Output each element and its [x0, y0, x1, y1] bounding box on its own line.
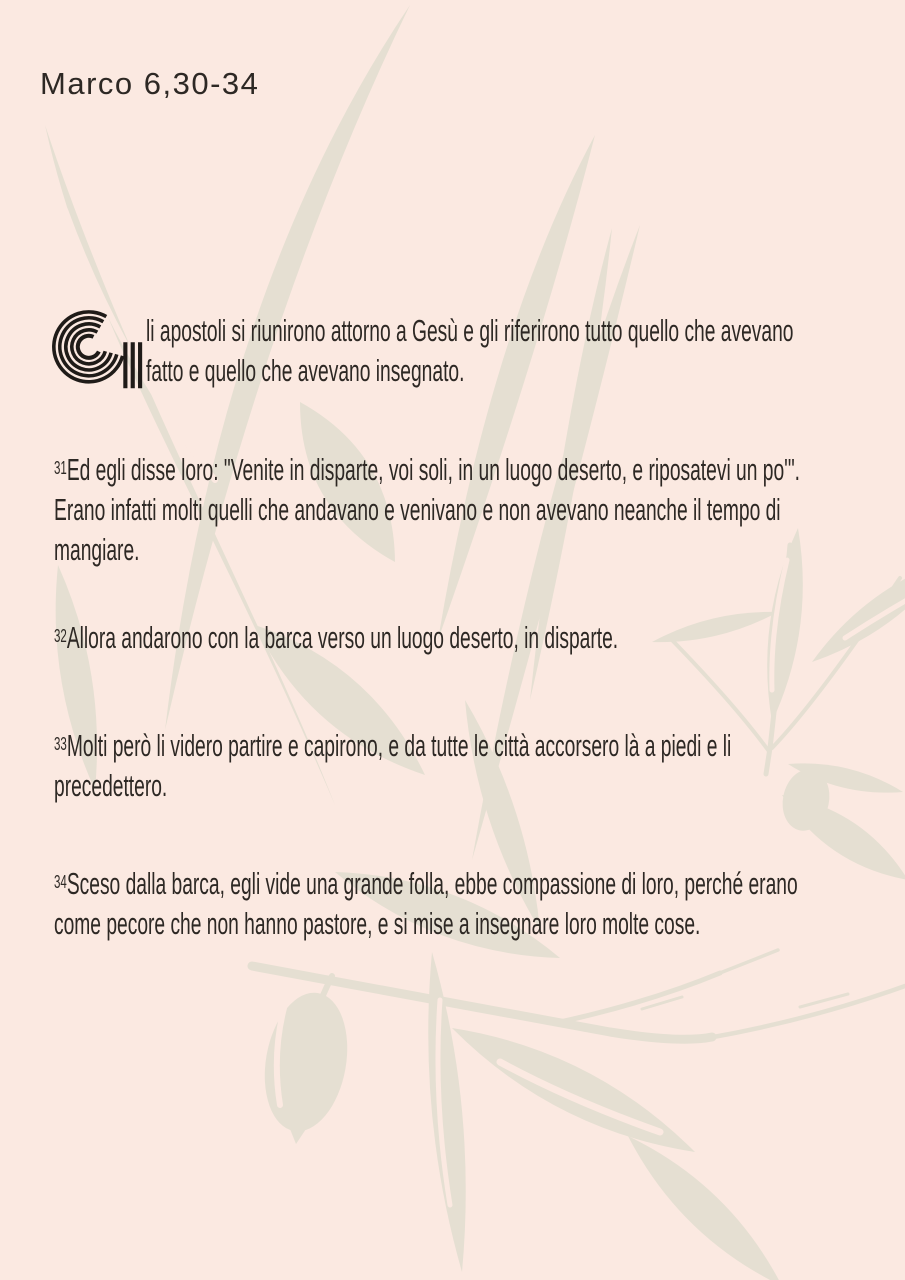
- verse-number: 34: [54, 871, 67, 892]
- verse-line: [54, 862, 798, 904]
- verse-32: [54, 616, 905, 658]
- verse-number: 32: [54, 625, 67, 646]
- verse-line: [54, 724, 731, 766]
- verse-text: Ed egli disse loro: "Venite in disparte, voi soli, in un luogo deserto, e riposatevi un po'".: [66, 451, 800, 487]
- drop-cap-g-icon: [52, 299, 144, 391]
- verse-line: come pecore che non hanno pastore, e si mise a insegnare loro molte cose.: [54, 905, 701, 941]
- verse-text: Allora andarono con la barca verso un luogo deserto, in disparte.: [66, 619, 619, 655]
- verse-31: [54, 448, 905, 570]
- intro-line: li apostoli si riunirono attorno a Gesù e gli riferirono tutto quello che avevano: [146, 313, 794, 348]
- olive-fruit-large: [254, 986, 357, 1138]
- verse-line: precedettero.: [54, 767, 168, 803]
- verse-33: [54, 724, 905, 806]
- verse-34: [54, 862, 905, 944]
- verse-number: 33: [54, 733, 67, 754]
- intro-text: [146, 311, 905, 391]
- verse-text: Sceso dalla barca, egli vide una grande folla, ebbe compassione di loro, perché erano: [66, 865, 798, 901]
- right-olive-sprig: [652, 528, 905, 880]
- bottom-olive-branch: [252, 950, 905, 1280]
- page-title: Marco 6,30-34: [40, 66, 260, 101]
- verse-line: [54, 616, 618, 658]
- verse-text: Molti però li videro partire e capirono, e da tutte le città accorsero là a piedi e li: [66, 727, 732, 763]
- verse-number: 31: [54, 457, 67, 478]
- intro-paragraph: [52, 299, 905, 399]
- intro-line: fatto e quello che avevano insegnato.: [146, 353, 465, 388]
- verse-line: mangiare.: [54, 531, 140, 567]
- verse-line: [54, 448, 800, 490]
- verse-line: Erano infatti molti quelli che andavano e venivano e non avevano neanche il tempo di: [54, 491, 781, 527]
